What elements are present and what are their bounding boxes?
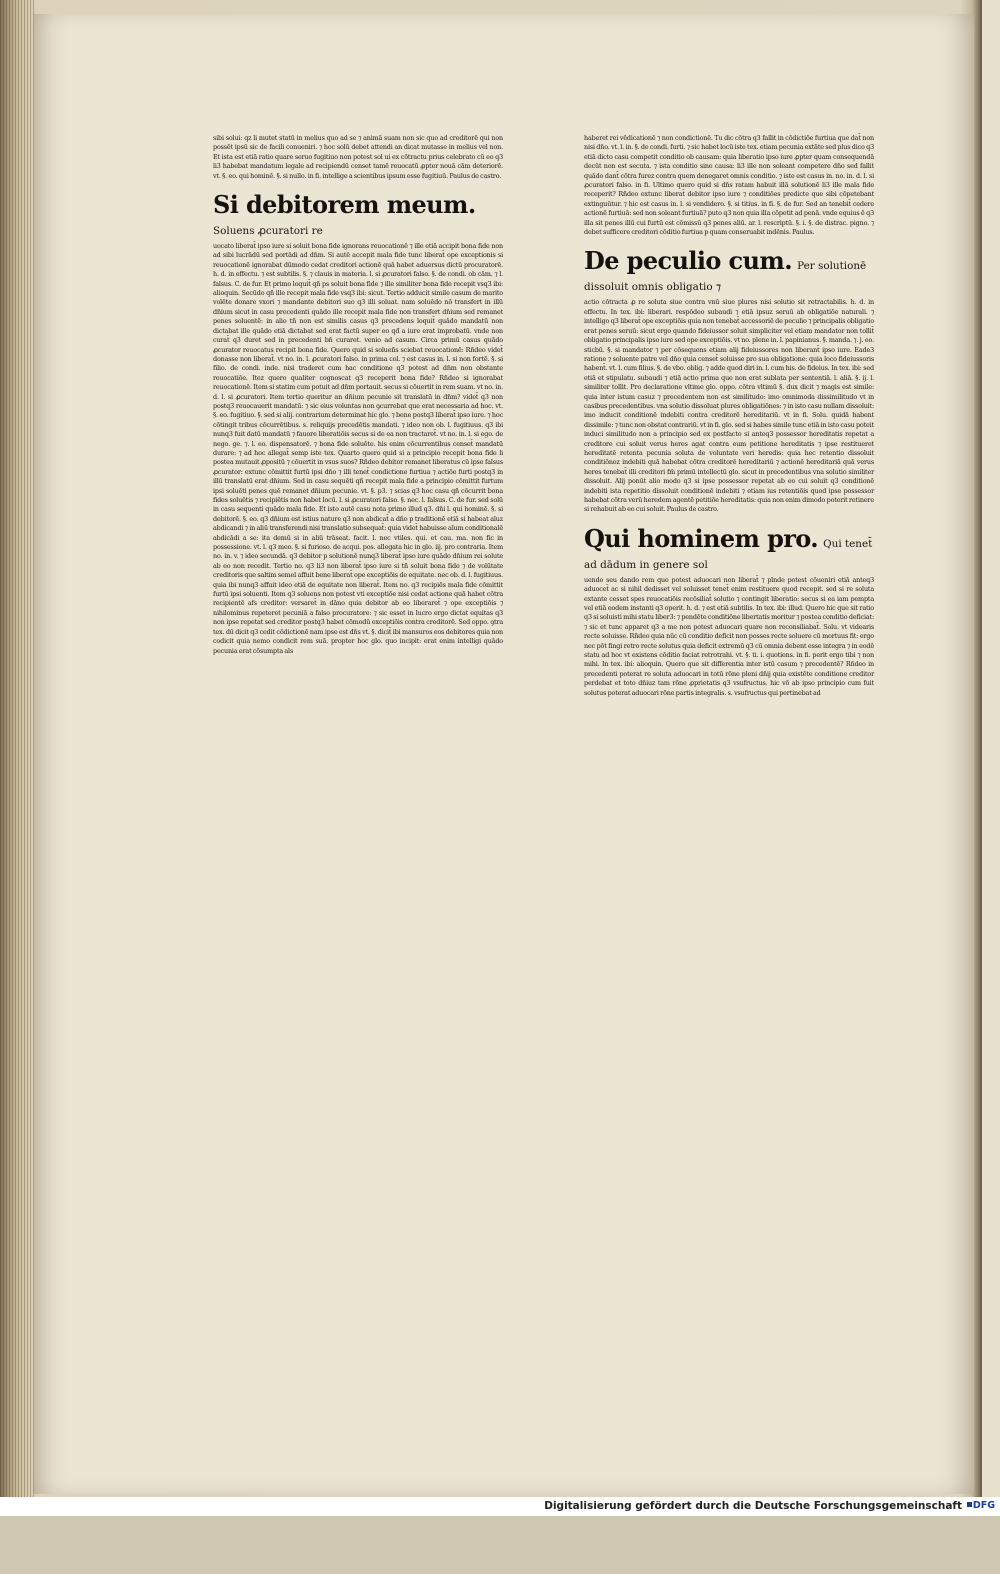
- heading-tail: Qui tenet̄ ad dādum in genere sol: [584, 537, 873, 571]
- section-heading-qui-hominem: Qui hominem pro.: [584, 523, 819, 553]
- left-paragraph-2: uocato liberat̄ ipso iure si soluit bona fide ignorans reuocationē ⁊ ille etiā accipit bona fide non ad sibi lucrādū sed portādi ad dn̄m. Si autē accepit mala fide tunc liberat̄ ope exceptionis si reuocationē ignorabat dūmodo cedat creditori actionē quā habet aduersus dictū procuratorē. h. d. in effectu. ⁊ est subtilis. §. ⁊ clauis in materia. l. si ꝓcuratori falso. §. de condi. ob cām. ⁊ l. falsus. C. de fur. Et primo loquit̄ qñ ps soluit bona fide ⁊ ille similiter bona fide recepit vsq3 ibi: alioquin. Secūdo qñ ille recepit mala fide vsq3 ibi: sicut. Tertio adducit simile casum de marito volēte donare vxori ⁊ mandante debitori suo q3 illi soluat. nam soluēdo nō transfert in illū dn̄ium sicut in casu precedenti quādo ille recepit mala fide non transfert dn̄ium sed remanet penes soluentē: in alio tñ non est similis casus q3 precedens loquit̄ quādo mandatū non dictabat ille quādo etiā dictabat sed erat factū super eo qđ a iure erat improbatū. vnde non curat̄ q3 duret sed in precedenti bn̄ curaret. venio ad casum. Circa primū casus quādo ꝓcurator reuocatus recipit bona fide. Quero quid si solueñs sciebat reuocationē: Rñdeo videt̄ donasse non liberat̄. vt no. in. l. ꝓcuratori falso. in prima col. ⁊ est casus in. l. si non fortē. §. si filio. de condi. inde. nisi traderet cum hac conditione q3 potest ad dn̄m non obstante reuocatiōe. Itez quero qualiter cognoscat q3 receperit bona fide? Rñdeo si ignorabat reuocationē. Item si statim cum potuit ad dn̄m portauit. secus si cōuertit in rem suam. vt no. in. d. l. si ꝓcuratori. Item tertio queritur an dn̄ium pecunie sit translatū in dn̄m? videt̄ q3 non postq3 reuocauerit mandatū: ⁊ sic eius voluntas non ꝯcurrebat que erat necessaria ad hoc. vt. §. eo. fugitiuo. §. sed si alij. contrarium determinat hic glo. ⁊ bene postq3 liberat̄ ipso iure. ⁊ hoc cōtingit tribus cōcurrētibus. s. reliquijs precedētis mandati. ⁊ ideo non ob. l. fugitiuus. q3 ibi nunq3 fuit datū mandatū ⁊ fauore liberatiōis secus si de ea non tractaret̄. vt no. in. l. si ego. de nego. ge. ⁊. l. eo. dispensatorē. ⁊ bona fide soluēte. his enim cōcurrentibus censet̄ mandatū durare: ⁊ ad hoc allegat̄ semp iste tex. Quarto quero quid si a principio recepit bona fide li postea mutauit ꝓpositū ⁊ cōuertit in vsus suos? Rñdeo debitor remanet liberatus cū ipse falsus ꝓcurator: extunc cōmittit furtū ipsi dn̄o ⁊ illi tenet̄ condictione furtiua ⁊ actiōe furti postq3 in illū translatū erat dn̄ium. Sed in casu sequēti qñ recepit mala fide a principio cōmittit furtum ipsi soluēti penes quē remanet dn̄ium pecunie. vt. §. p3. ⁊ scias q3 hoc casu qñ cōcurrit bona fides soluētis ⁊ recipiētis non habet locū. l. si ꝓcuratori falso. §. nec. l. falsus. C. de fur. sed solū in casu sequenti quādo mala fide. Et isto autē casu nota primo illud q3. dn̄i l. qui hominē. §. si debitorē. §. eo. q3 dn̄ium est istius nature q3 non abdicat̄ a dn̄o p traditionē etiā si habeat aīuz abdicandi ⁊ in aliū transferendi nisi translatio subsequat̄: quia videt̄ habuisse aīum conditionalē abdicādi a se: ita demū si in aliū trāseat. facit. l. nec vtiles. qui. et cau. ma. non fic in possessione. vt. l. q3 meo. §. si furioso. de acqui. pos. allegata hic in glo. iij. pro contraria. Item no. in. v. ⁊ ideo secundā. q3 debitor p solutionē nunq3 liberat̄ ipso iure quādo dn̄ium rei solute ab eo non recedit. Tertio no. q3 li3 non liberat̄ ipso iure si tñ soluit bona fide ⁊ de volūtate creditoris que saltim semel affuit bene liberat̄ ope exceptiōis de equitate. nec ob. d. l. fugitiuus. quia ibi nunq3 affuit ideo etiā de equitate non liberat̄. Item no. q3 recipiēs mala fide cōmittit furtū ipsi soluenti. Item q3 soluens non potest vti exceptiōe nisi cedat actione quā habet cōtra recipientē afs creditor: versaret̄ in dāno quia debitor ab eo liberaret̄ ⁊ ope exceptiōis ⁊ nihilominus repeteret pecuniā a falso procuratore: ⁊ sic esset in lucro ergo dictat equitas q3 non ipse repetat sed creditor postq3 habet cōmodū exceptiōis contra creditorē. Sed oppo. ꝯtra tex. dū dicit q3 cedit cōdictionē nam ipse est dn̄s vt. §. dicit̄ ibi mansuros eos debitores quia non codicit quia nemo condicit rem suā. propter hoc glo. quo incipit: erat enim intelligi quādo pecunia erat cōsumpta als: [213, 242, 503, 655]
- right-heading-line-2: [584, 525, 874, 572]
- dfg-logo-icon: [966, 1499, 996, 1513]
- right-heading-line-1: [584, 247, 874, 294]
- facing-page-edge: [980, 0, 1000, 1516]
- heading-tail: Per solutionē dissoluit omnis obligatio ⁊: [584, 260, 867, 294]
- section-heading-si-debitorem: Si debitorem meum.: [213, 190, 476, 220]
- right-paragraph-3: uendo seu dando rem que potest aduocari non liberat̄ ⁊ pīnde potest cōueniri etiā anteq3 aduocet̄ ac si nihil dedisset vel soluisset tenet̄ enim restituere quod recepit. sed si re soluta extante cesset spes reuocatiōis recōsiliat̄ solutio ⁊ contingit liberatio: secus si ea iam pempta vel etiā eodem instanti q3 operit. h. d. ⁊ est etiā subtilis. In tex. ibi: illud. Quero hic que sit ratio q3 si soluisti mihi statu liber3: ⁊ pendēte conditiōne libertatis moritur ⁊ postea conditio deficiat: ⁊ sic et tunc apparet q3 a me non potest aduocari quare non reconsiliabat̄. Solu. vt videaris recte soluisse. Rñdeo quia nūc cū conditio deficit non posses recte soluere cū mortuus fit: ergo nec pōt fingi retro recte solutus quia deficit extremū q3 cū omnia debent esse integra ⁊ in eodē statu ad hoc vt existens cōditio faciat retrotrahi. vt. §. ti. i. quotiens. in fi. perit ergo tibi ⁊ non mihi. In tex. ibi: alioquin. Quero que sit differentia inter istū casum ⁊ precedentē? Rñdeo in precedenti poterat re soluta aduocari in totū rōne pleni dn̄ij quia existēte conditione creditor perdebat et toto dn̄iuz tam rōne ꝓprietatis q3 vsufructus. hic vō ab ipso principio cum fuit solutus poterat aduocari rōne partis integralis. s. vsufructus qui pertinebat ad: [584, 575, 874, 697]
- left-paragraph-1: sibi solui: qz li mutet statū in melius quo ad se ⁊ animā suam non sic quo ad creditorē qui non possēt ipsū sic de facili conueniri. ⁊ hoc solū debet attendi an dicat mutasse in melius vel non. Et ista est etiā ratio quare seruo fugitiuo non potest sol ui ex cōtractu prius celebrato cū eo q3 li3 habebat mandatum legale ad recipiendū censet tamē reuocatū ꝓpter nouā cām deteriorē. vt. §. eo. qui hominē. §. si nullo. in fi. intellige a scientibus ipsum esse fugitiuū. Paulus de castro.: [213, 134, 503, 180]
- funding-credit: Digitalisierung gefördert durch die Deutsche Forschungsgemeinschaft: [544, 1500, 962, 1512]
- heading-tail: Soluens ꝓcuratori re: [213, 225, 323, 238]
- section-heading-de-peculio: De peculio cum.: [584, 246, 792, 276]
- right-paragraph-1: haberet rei vēdicationē ⁊ non condictionē. Tu dic cōtra q3 fallit in cōdictiōe furtiua que dat̄ non nisi dn̄o. vt. l. in. §. de condi. furti. ⁊ sic habet locū iste tex. etiam pecunia extāte sed plus dico q3 etiā dicto casu competit conditio ob causam: quia liberatio ipso iure ꝓpter quam consequendā decūt non est secuta. ⁊ ista conditio sine causa: li3 ille non soleant competere dn̄o sed fallit quādo dant̄ cōtra furez contra quem denegaret omnis conditio. ⁊ iste est casus in. no. in. d. l. si ꝓcuratori falso. in fi. Ultimo quero quid si dn̄s ratam habuit illā solutionē li3 ille mala fide receperit? Rñdeo extunc liberat̄ debitor ipso iure ⁊ conditiōes predicte que sibi cōpetebant extinguūtur. ⁊ hic est casus in. l. si vendidero. §. si titius. in fi. §. de fur. Sed an tenebit̄ cedere actionē furtiuā: sed non soleant furtiuā? puto q3 non quia illa cōpetit ad penā. vnde equius ē q3 illa sit penes illū cui furtū est cōmissū q3 penes aliū. ar. l. rescriptū. §. i. §. de distrac. pigno. ⁊ debet sufficere creditori cōditio furtiua p quam conseruabit indēnis. Paulus.: [584, 134, 874, 237]
- left-heading-line: [213, 191, 503, 238]
- dfg-logo-text: DFG: [972, 1500, 996, 1511]
- right-paragraph-2: actio cōtracta ꝓ re soluta siue contra vnū siue plures nisi solutio sit retractabilis. h. d. in effectu. In tex. ibi: liberari. respōdeo subaudi ⁊ etiā ipsuz seruū ab obligatiōe naturali. ⁊ intelligo q3 liberat̄ ope exceptiōis quia non tenebat̄ accessoriē de peculio ⁊ principalis obligatio erat penes seruū: sicut ergo quando fideiussor soluit simpliciter vel etiam mandator non tollit̄ obligatio principalis ipso iure sed ope exceptiōis. vt no. plene in. l. papinianus. §. manda. ⁊. j. eo. sticbū. §. si mandator ⁊ per cōsequens etiam alij fideiussores non liberant̄ ipso iure. Eade3 ratione ⁊ soluente patre vel dn̄o quia censet̄ soluisse pro sua obligatione: quia loco fideiussoris habent̄. vt. l. cum filius. §. de vbo. oblig. ⁊ adde quod diri in. l. cum his. de fideius. In tex. ibi: sed etiā et stipulatu. subaudi ⁊ etiā actio prima que non erat sublata per sententiā. l. aliā. §. ij. l. similiter tollit. Pro declaratione vltime glo. oppo. cōtra vltimū §. dux dicit ⁊ magis est simile: quia inter istum casuz ⁊ precedentem non est similitudo: imo omnimoda dissimilitudo vt in casibus precedentibus. vna solutio dissoluat plures obligatiōnes: ⁊ in isto casu nullam dissoluit: imo inducit conditionē indebiti contra creditorē hereditariū. vt in fi. Solu. quidā habent dissimile: ⁊ tunc non obstat contrariū. vt in fi. glo. sed si habes simile tunc etiā in isto casu poteit induci similitudo non a principio sed ex postfacto si anteq3 possessor hereditatis repetat a creditore cui soluit verus heres agat contra eum petitione hereditatis ⁊ ipse restitueret hereditatē retenta pecunia soluta de voluntate veri heredis: quia hec retentio dissoluit conditiōnez indebiti quā habebat cōtra creditorē hereditariū ⁊ actionē hereditariā quā verus heres tenebat̄ illi creditori fm̄ primū intellectū glo. sicut in precedentibus vna solutio similiter dissoluit. Alij ponūt alio modo q3 si ipse possessor repetat ab eo cui soluit q3 conditionē indebiti ista repetitio dissoluit conditionē indebiti ⁊ etiam ius retentiōis quod ipse possessor habebat cōtra verū heredem agentē petitiōe hereditatis: quia non enim dimodo poterit retinere si rehabuit ab eo cui soluit. Paulus de castro.: [584, 298, 874, 514]
- right-text-column: [584, 134, 874, 1574]
- book-page-edges: [0, 0, 36, 1516]
- left-text-column: [213, 134, 503, 1574]
